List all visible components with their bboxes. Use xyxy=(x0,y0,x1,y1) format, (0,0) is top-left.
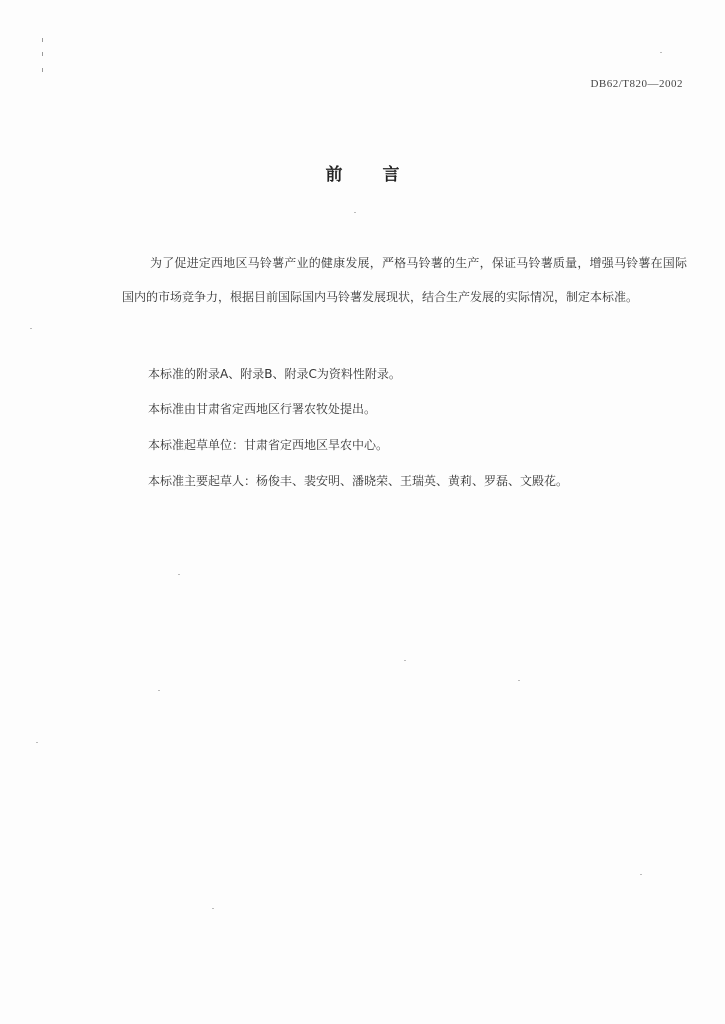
scan-artifact xyxy=(212,908,214,909)
page-title: 前言 xyxy=(325,165,440,185)
appendix-paragraph: 本标准的附录A、附录B、附录C为资料性附录。 xyxy=(148,367,401,381)
scan-artifact xyxy=(178,574,180,575)
document-code: DB62/T820—2002 xyxy=(590,78,683,90)
drafters-paragraph: 本标准主要起草人：杨俊丰、裴安明、潘晓荣、王瑞英、黄莉、罗磊、文殿花。 xyxy=(148,474,569,488)
foreword-paragraph: 为了促进定西地区马铃薯产业的健康发展，严格马铃薯的生产，保证马铃薯质量，增强马铃薯在国际国内的市场竞争力，根据目前国际国内马铃薯发展现状，结合生产发展的实际情况，制定本标准。 xyxy=(122,256,687,304)
proposer-paragraph: 本标准由甘肃省定西地区行署农牧处提出。 xyxy=(148,402,377,416)
scan-artifact xyxy=(42,52,43,56)
drafting-unit-paragraph: 本标准起草单位：甘肃省定西地区旱农中心。 xyxy=(148,438,389,452)
scan-artifact xyxy=(30,328,32,329)
scan-artifact xyxy=(36,742,38,743)
scan-artifact xyxy=(640,874,642,875)
scan-artifact xyxy=(660,52,662,53)
scan-artifact xyxy=(354,212,356,213)
scan-artifact xyxy=(42,68,43,72)
scan-artifact xyxy=(518,680,520,681)
scan-artifact xyxy=(158,690,160,691)
scan-artifact xyxy=(42,38,43,42)
scan-artifact xyxy=(404,660,406,661)
